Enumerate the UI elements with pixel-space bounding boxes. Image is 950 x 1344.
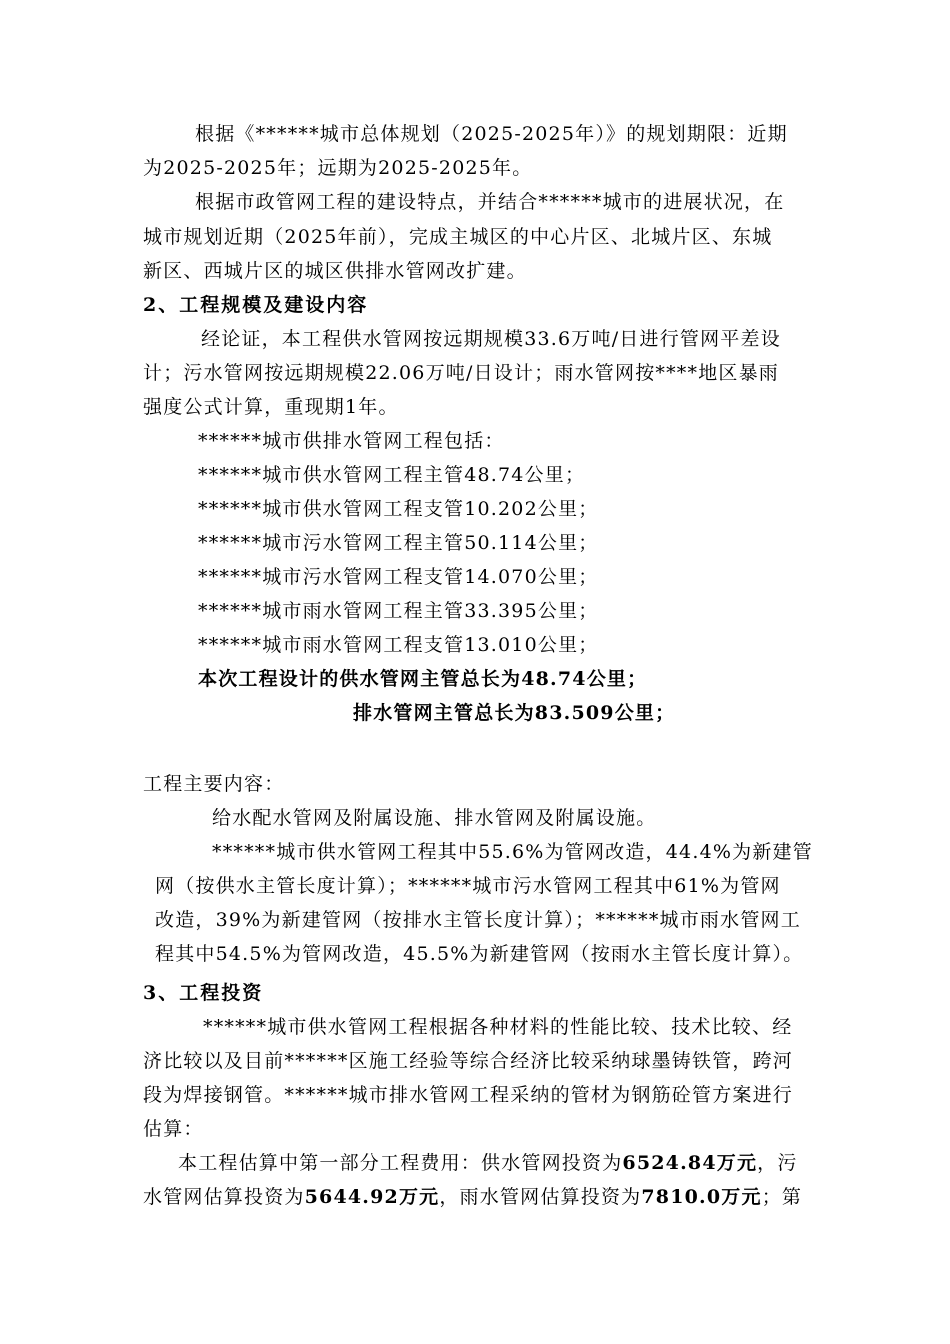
paragraph-line: 为2025-2025年；远期为2025-2025年。 — [143, 157, 533, 179]
investment-text: ，雨水管网估算投资为 — [439, 1186, 642, 1208]
paragraph-line: 经论证，本工程供水管网按远期规模33.6万吨/日进行管网平差设 — [201, 328, 781, 350]
section-heading: 2、工程规模及建设内容 — [143, 294, 369, 316]
paragraph-line: ******城市供水管网工程其中55.6%为管网改造，44.4%为新建管 — [212, 841, 813, 863]
investment-line — [143, 1185, 802, 1209]
paragraph-line: ******城市供水管网工程根据各种材料的性能比较、技术比较、经 — [203, 1016, 793, 1038]
storm-investment-amount: 7810.0万元 — [641, 1186, 762, 1208]
paragraph-line: 改造，39%为新建管网（按排水主管长度计算）；******城市雨水管网工 — [155, 909, 801, 931]
list-item: ******城市供水管网工程支管10.202公里； — [198, 498, 599, 520]
summary-line: 本次工程设计的供水管网主管总长为48.74公里； — [198, 668, 648, 690]
list-item: ******城市污水管网工程主管50.114公里； — [198, 532, 599, 554]
sewage-investment-amount: 5644.92万元 — [304, 1186, 440, 1208]
list-item: ******城市供排水管网工程包括： — [198, 430, 505, 452]
paragraph-line: 根据《******城市总体规划（2025-2025年）》的规划期限：近期 — [195, 123, 788, 145]
paragraph-line: 计；污水管网按远期规模22.06万吨/日设计；雨水管网按****地区暴雨 — [143, 362, 779, 384]
list-item: ******城市供水管网工程主管48.74公里； — [198, 464, 586, 486]
paragraph-line: 估算： — [143, 1118, 204, 1140]
investment-text: ；第 — [761, 1186, 803, 1208]
investment-text: ，污 — [757, 1152, 798, 1174]
paragraph-line: 强度公式计算，重现期1年。 — [143, 396, 399, 418]
paragraph-line: 城市规划近期（2025年前），完成主城区的中心片区、北城片区、东城 — [143, 226, 773, 248]
section-heading: 3、工程投资 — [143, 982, 264, 1004]
paragraph-line: 段为焊接钢管。******城市排水管网工程采纳的管材为钢筋砼管方案进行 — [143, 1084, 794, 1106]
investment-text: 水管网估算投资为 — [143, 1186, 305, 1208]
paragraph-line: 新区、西城片区的城区供排水管网改扩建。 — [143, 260, 527, 282]
summary-line: 排水管网主管总长为83.509公里； — [353, 702, 676, 724]
paragraph-line: 济比较以及目前******区施工经验等综合经济比较采纳球墨铸铁管，跨河 — [143, 1050, 794, 1072]
paragraph-line: 网（按供水主管长度计算）；******城市污水管网工程其中61%为管网 — [155, 875, 781, 897]
paragraph-line: 给水配水管网及附属设施、排水管网及附属设施。 — [212, 807, 657, 829]
paragraph-line: 根据市政管网工程的建设特点，并结合******城市的进展状况，在 — [195, 191, 785, 213]
supply-investment-amount: 6524.84万元 — [622, 1152, 758, 1174]
list-item: ******城市雨水管网工程主管33.395公里； — [198, 600, 599, 622]
investment-line — [178, 1151, 798, 1175]
list-item: ******城市雨水管网工程支管13.010公里； — [198, 634, 599, 656]
paragraph-line: 工程主要内容： — [143, 773, 285, 795]
paragraph-line: 程其中54.5%为管网改造，45.5%为新建管网（按雨水主管长度计算）。 — [155, 943, 804, 965]
list-item: ******城市污水管网工程支管14.070公里； — [198, 566, 599, 588]
investment-text: 本工程估算中第一部分工程费用：供水管网投资为 — [178, 1152, 623, 1174]
